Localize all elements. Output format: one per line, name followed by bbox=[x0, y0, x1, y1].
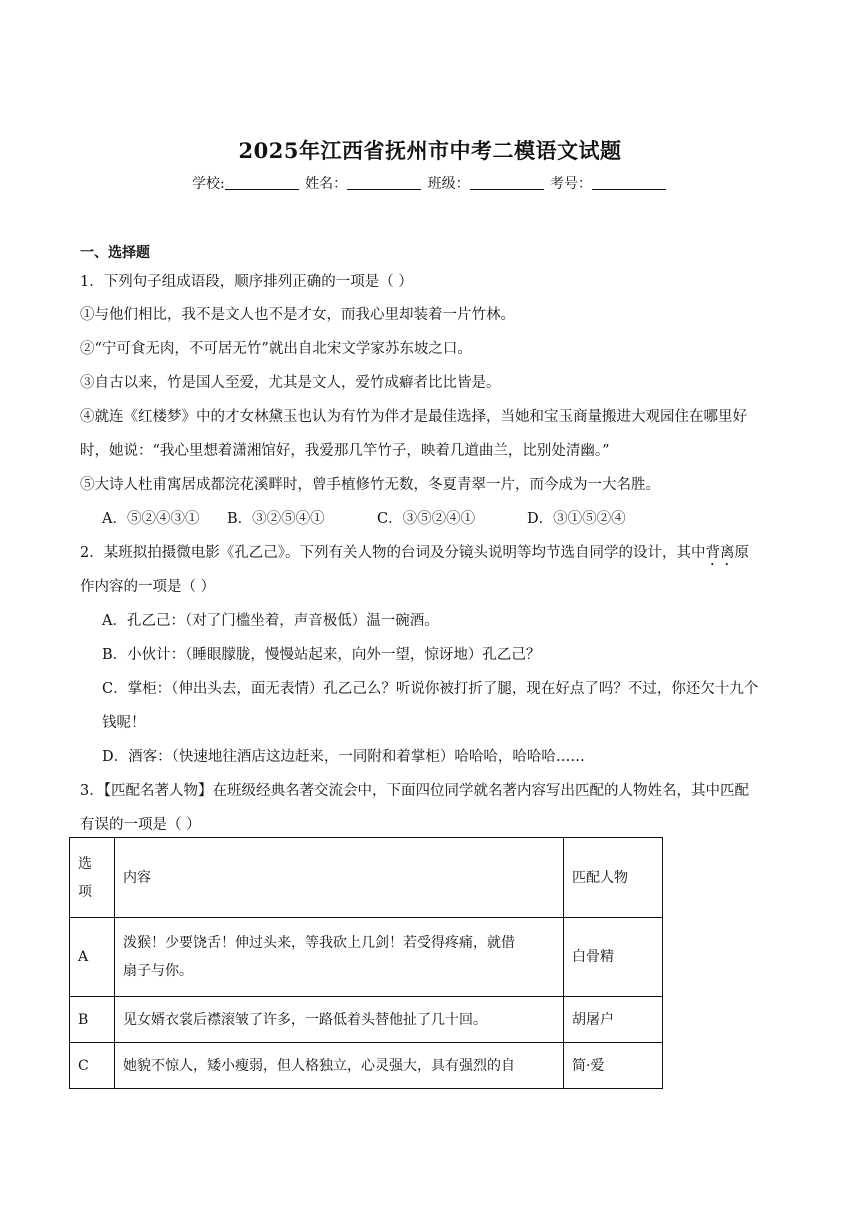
exam-number-blank[interactable] bbox=[592, 175, 666, 190]
table-row[interactable] bbox=[70, 1043, 663, 1089]
row-content-line2: 扇子与你。 bbox=[123, 963, 193, 979]
q1-option-a[interactable]: A．⑤②④③① bbox=[102, 511, 200, 527]
q1-stem: 1．下列句子组成语段，顺序排列正确的一项是（ ） bbox=[80, 274, 413, 290]
q2-option-c[interactable]: C．掌柜：（伸出头去，面无表情）孔乙己么？听说你被打折了腿，现在好点了吗？不过，你还欠十九个 bbox=[102, 681, 759, 697]
exam-title: 2025年江西省抚州市中考二模语文试题 bbox=[238, 138, 622, 163]
q2-stem-line1 bbox=[80, 541, 749, 569]
header-option-char1: 选 bbox=[78, 855, 92, 872]
section-heading: 一、选择题 bbox=[80, 245, 150, 261]
q2-stem-part-a: 2．某班拟拍摄微电影《孔乙己》。下列有关人物的台词及分镜头说明等均节选自同学的设计，其中 bbox=[80, 545, 706, 561]
table-row[interactable] bbox=[70, 997, 663, 1043]
q1-sentence-5: ⑤大诗人杜甫寓居成都浣花溪畔时，曾手植修竹无数，冬夏青翠一片，而今成为一大名胜。 bbox=[80, 477, 660, 493]
header-option-cell bbox=[70, 838, 115, 918]
q2-option-d[interactable]: D．酒客：（快速地往酒店这边赶来，一同附和着掌柜）哈哈哈，哈哈哈…… bbox=[102, 749, 585, 765]
row-person: 白骨精 bbox=[564, 918, 663, 997]
row-person: 胡屠户 bbox=[564, 997, 663, 1043]
school-label: 学校: bbox=[191, 176, 225, 192]
q1-options bbox=[102, 507, 626, 528]
row-option: A bbox=[70, 918, 115, 997]
table-header-row bbox=[70, 838, 663, 918]
q2-stem-line2: 作内容的一项是（ ） bbox=[80, 579, 216, 595]
class-label: 班级： bbox=[427, 176, 470, 192]
q1-sentence-3: ③自古以来，竹是国人至爱，尤其是文人，爱竹成癖者比比皆是。 bbox=[80, 375, 501, 391]
q1-option-d[interactable]: D．③①⑤②④ bbox=[527, 511, 626, 527]
q2-option-a[interactable]: A．孔乙己：（对了门槛坐着，声音极低）温一碗酒。 bbox=[102, 613, 439, 629]
name-label: 姓名： bbox=[305, 176, 348, 192]
school-blank[interactable] bbox=[225, 175, 299, 190]
q2-option-b[interactable]: B．小伙计：（睡眼朦胧，慢慢站起来，向外一望，惊讶地）孔乙己？ bbox=[102, 647, 541, 663]
header-content-cell: 内容 bbox=[115, 838, 564, 918]
row-option: C bbox=[70, 1043, 115, 1089]
row-content-line1: 泼猴！少要饶舌！伸过头来，等我砍上几剑！若受得疼痛，就借 bbox=[123, 935, 515, 951]
q3-stem-line1: 3．【匹配名著人物】在班级经典名著交流会中，下面四位同学就名著内容写出匹配的人物姓名，其中匹配 bbox=[80, 783, 749, 799]
row-content: 她貌不惊人，矮小瘦弱，但人格独立，心灵强大，具有强烈的自 bbox=[115, 1043, 564, 1089]
exam-number-label: 考号： bbox=[550, 176, 593, 192]
table-row[interactable] bbox=[70, 918, 663, 997]
name-blank[interactable] bbox=[347, 175, 421, 190]
header-option-char2: 项 bbox=[78, 883, 92, 900]
q1-option-b[interactable]: B．③②⑤④① bbox=[227, 511, 325, 527]
q1-sentence-4b: 时，她说：“我心里想着潇湘馆好，我爱那几竿竹子，映着几道曲兰，比别处清幽。” bbox=[80, 443, 610, 459]
q3-stem-line2: 有误的一项是（ ） bbox=[80, 817, 201, 833]
row-person: 简·爱 bbox=[564, 1043, 663, 1089]
q2-stem-part-b: 原 bbox=[734, 545, 749, 561]
row-content: 见女婿衣裳后襟滚皱了许多，一路低着头替他扯了几十回。 bbox=[115, 997, 564, 1043]
row-option: B bbox=[70, 997, 115, 1043]
student-info-line bbox=[0, 173, 860, 193]
q3-table bbox=[69, 837, 663, 1089]
class-blank[interactable] bbox=[470, 175, 544, 190]
q2-option-c-cont: 钱呢！ bbox=[102, 715, 146, 731]
q2-stem-emphasis: 背离 bbox=[705, 545, 735, 561]
q1-sentence-1: ①与他们相比，我不是文人也不是才女，而我心里却装着一片竹林。 bbox=[80, 307, 515, 323]
q1-sentence-2: ②“宁可食无肉，不可居无竹”就出自北宋文学家苏东坡之口。 bbox=[80, 341, 472, 357]
row-content bbox=[115, 918, 564, 997]
q1-option-c[interactable]: C．③⑤②④① bbox=[377, 511, 476, 527]
q1-sentence-4a: ④就连《红楼梦》中的才女林黛玉也认为有竹为伴才是最佳选择，当她和宝玉商量搬进大观园住在哪里好 bbox=[80, 409, 747, 425]
header-person-cell: 匹配人物 bbox=[564, 838, 663, 918]
